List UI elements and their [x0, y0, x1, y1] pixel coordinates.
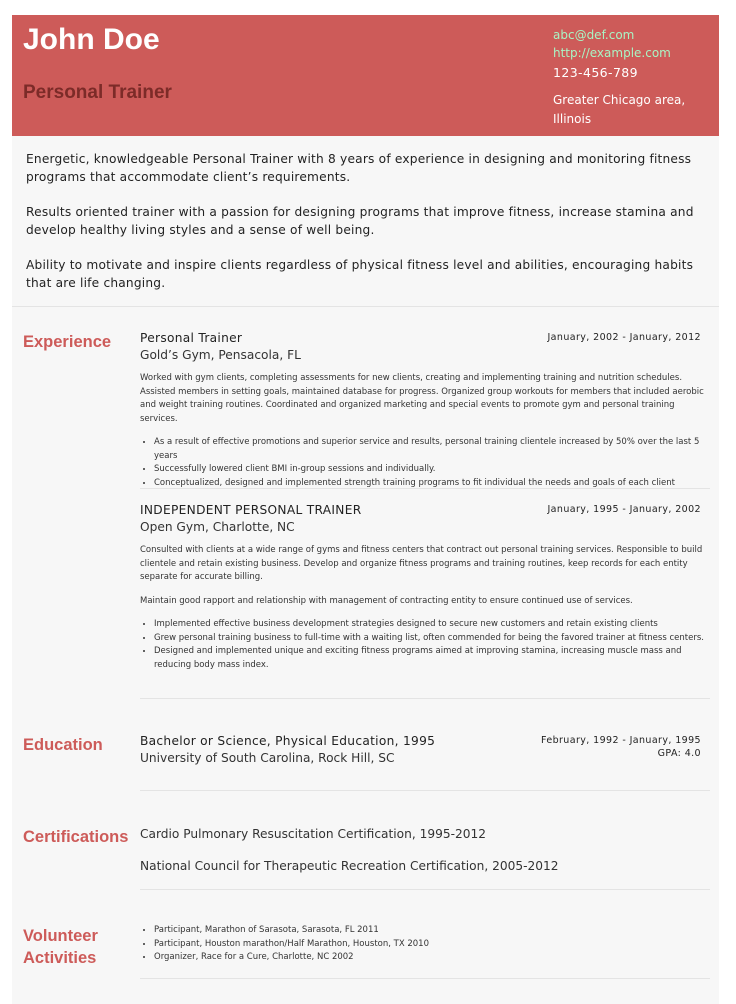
list-item: • Participant, Marathon of Sarasota, Sarasota, FL 2011: [154, 924, 714, 938]
entry-divider: [140, 488, 710, 489]
description-paragraph: Maintain good rapport and relationship with management of contracting entity to ensure continued use of services.: [140, 595, 633, 606]
location: Greater Chicago area, Illinois: [553, 93, 686, 126]
resume-page: [12, 15, 719, 1004]
job-description: [140, 372, 710, 426]
description-paragraph: Worked with gym clients, completing assessments for new clients, creating and implementing training and nutrition schedules. Assisted members in setting goals, maintained database for progress. Organized group workouts for members that included aerobic and weight training routines. Coordinated and organized marketing and special events to promote gym and personal training services.: [140, 373, 704, 424]
education-date-range: February, 1992 - January, 1995: [540, 735, 701, 746]
section-divider: [140, 978, 710, 979]
list-item: • Organizer, Race for a Cure, Charlotte, NC 2002: [154, 951, 714, 965]
experience-dates: January, 1995 - January, 2002: [547, 504, 701, 515]
list-item: • Implemented effective business development strategies designed to secure new customers and retain existing clients: [154, 618, 710, 632]
achievement-list: [140, 618, 710, 672]
website-link[interactable]: http://example.com: [553, 46, 671, 60]
list-item: • Participant, Houston marathon/Half Marathon, Houston, TX 2010: [154, 938, 714, 952]
experience-dates: January, 2002 - January, 2012: [547, 332, 701, 343]
job-company: Open Gym, Charlotte, NC: [140, 520, 295, 534]
job-title: Personal Trainer: [140, 331, 243, 345]
school: University of South Carolina, Rock Hill, SC: [140, 751, 395, 765]
summary: [26, 150, 716, 309]
degree: Bachelor or Science, Physical Education, 1995: [140, 734, 436, 748]
summary-paragraph: Energetic, knowledgeable Personal Trainer with 8 years of experience in designing and monitoring fitness programs that accommodate client’s requirements.: [26, 152, 692, 184]
candidate-title: Personal Trainer: [23, 82, 172, 103]
phone-number: 123-456-789: [553, 65, 638, 80]
certification-item: Cardio Pulmonary Resuscitation Certification, 1995-2012: [140, 827, 487, 841]
job-company: Gold’s Gym, Pensacola, FL: [140, 348, 301, 362]
section-divider: [140, 790, 710, 791]
job-title: INDEPENDENT PERSONAL TRAINER: [140, 503, 362, 517]
achievement-list: [140, 436, 710, 490]
volunteer-heading-line: Activities: [23, 949, 97, 967]
certification-item: National Council for Therapeutic Recreation Certification, 2005-2012: [140, 859, 559, 873]
experience-entry: [140, 503, 710, 672]
description-paragraph: Consulted with clients at a wide range of gyms and fitness centers that contract out personal training services. Responsible to build clientele and retain existing business. Develop and organize fitness programs and training routines, keep records for each entity separate for accurate billing.: [140, 545, 703, 582]
education-entry: [140, 734, 710, 765]
education-gpa: GPA: 4.0: [657, 748, 701, 759]
list-item: • Grew personal training business to full-time with a waiting list, often commended for being the favored trainer at fitness centers.: [154, 632, 710, 646]
volunteer-heading-line: Volunteer: [23, 927, 98, 945]
list-item: • Conceptualized, designed and implemented strength training programs to fit individual the needs and goals of each client: [154, 477, 710, 491]
list-item: • As a result of effective promotions and superior service and results, personal training clientele increased by 50% over the last 5 years: [154, 436, 710, 463]
volunteer-list: [140, 924, 714, 965]
email-link[interactable]: abc@def.com: [553, 28, 635, 42]
contact-block: [553, 26, 703, 129]
experience-entry: [140, 331, 710, 490]
certifications-heading: Certifications: [23, 828, 129, 846]
volunteer-heading: [23, 925, 98, 969]
summary-paragraph: Ability to motivate and inspire clients regardless of physical fitness level and abilities, encouraging habits that are life changing.: [26, 258, 694, 290]
section-divider: [140, 889, 710, 890]
education-heading: Education: [23, 736, 103, 754]
section-divider: [12, 306, 719, 307]
candidate-name: John Doe: [23, 23, 160, 56]
resume-header: [12, 15, 719, 136]
list-item: • Designed and implemented unique and exciting fitness programs aimed at improving stamina, increasing muscle mass and reducing body mass index.: [154, 645, 710, 672]
summary-paragraph: Results oriented trainer with a passion for designing programs that improve fitness, increase stamina and develop healthy living styles and a sense of well being.: [26, 205, 694, 237]
experience-heading: Experience: [23, 333, 112, 351]
section-divider: [140, 698, 710, 699]
job-description: [140, 544, 710, 608]
list-item: • Successfully lowered client BMI in-group sessions and individually.: [154, 463, 710, 477]
education-dates: [541, 734, 701, 760]
